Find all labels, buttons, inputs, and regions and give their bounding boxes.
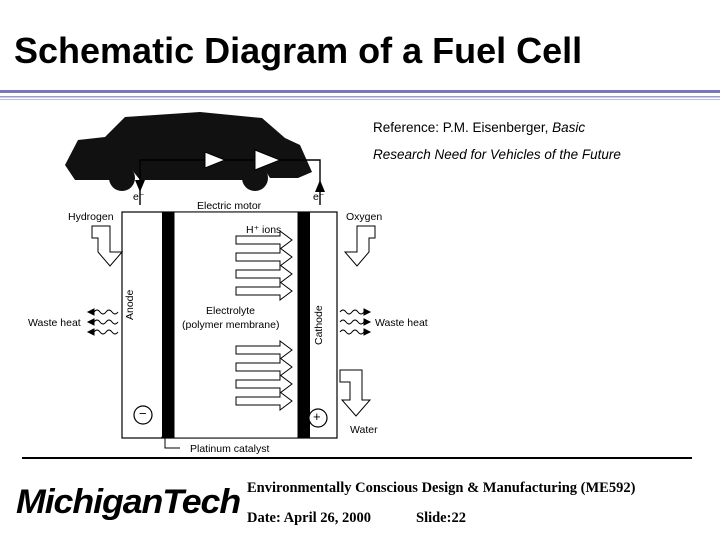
slide-title: Schematic Diagram of a Fuel Cell (14, 30, 583, 71)
waste-heat-left-label: Waste heat (28, 317, 81, 329)
water-outflow-arrow (340, 370, 370, 416)
plus-label: + (313, 409, 321, 424)
minus-label: − (139, 406, 147, 421)
electrolyte-label: Electrolyte (206, 305, 256, 317)
anode-plate (162, 212, 174, 438)
hydrogen-label: Hydrogen (68, 211, 114, 223)
water-label: Water (350, 424, 378, 436)
slide-date: Date: April 26, 2000 (247, 510, 372, 526)
slide-number: Slide:22 (416, 510, 466, 526)
logo-tech: Tech (162, 483, 241, 521)
cathode-plate (298, 212, 310, 438)
hydrogen-inflow-arrow (92, 226, 122, 266)
footer-divider (22, 457, 692, 459)
car-silhouette-icon (65, 112, 312, 191)
waste-heat-right-label: Waste heat (375, 317, 428, 329)
reference-italic: Basic (552, 120, 586, 135)
cathode-label: Cathode (313, 305, 325, 345)
reference-text: Reference: P.M. Eisenberger, (373, 120, 553, 135)
electric-motor-label: Electric motor (197, 200, 262, 212)
logo-michigan: Michigan (16, 483, 163, 521)
anode-label: Anode (124, 289, 136, 320)
oxygen-inflow-arrow (345, 226, 375, 266)
oxygen-label: Oxygen (346, 211, 383, 223)
waste-heat-left-icon (88, 309, 118, 335)
polymer-membrane-label: (polymer membrane) (182, 319, 280, 331)
michigan-tech-logo (16, 483, 240, 522)
reference-italic-2: Research Need for Vehicles of the Future (373, 147, 621, 162)
h-ions-label: H⁺ ions (246, 224, 282, 236)
electron-label-right: e⁻ (313, 191, 325, 203)
electron-label-left: e⁻ (133, 191, 145, 203)
waste-heat-right-icon (340, 309, 370, 335)
course-title: Environmentally Conscious Design & Manufacturing (ME592) (247, 480, 636, 496)
platinum-catalyst-label: Platinum catalyst (190, 443, 270, 455)
